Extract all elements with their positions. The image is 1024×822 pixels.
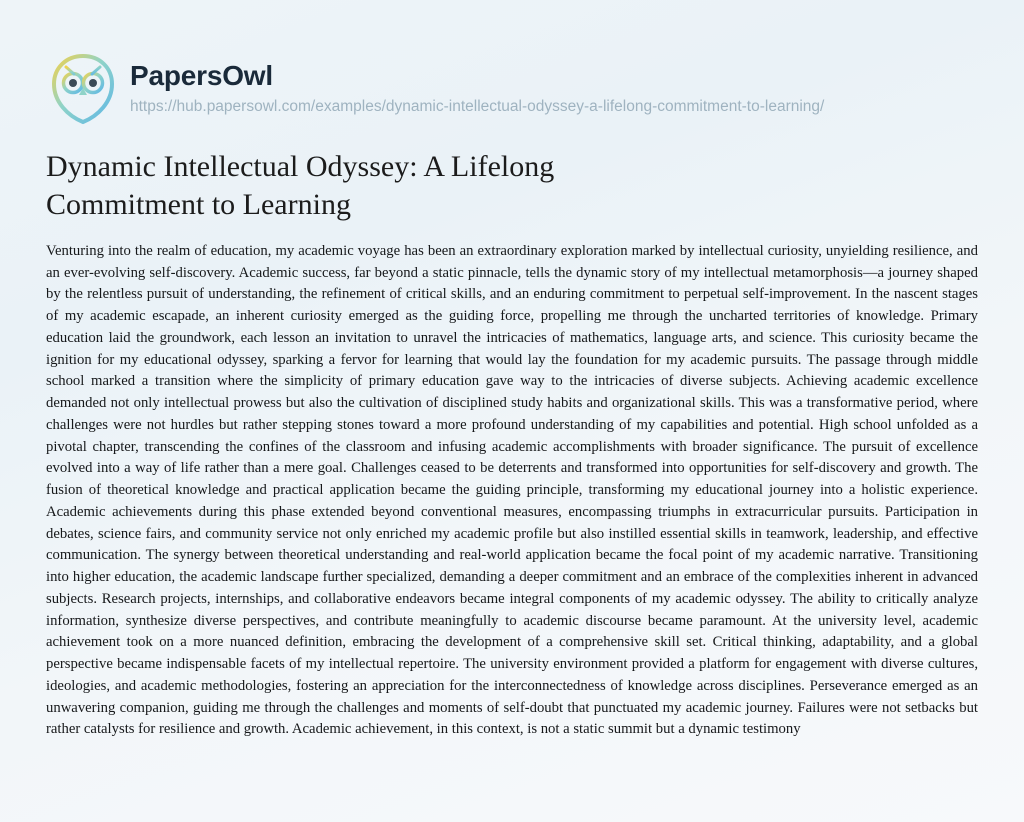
- source-url[interactable]: https://hub.papersowl.com/examples/dynamic-intellectual-odyssey-a-lifelong-commitment-to-learning/: [130, 98, 825, 115]
- article-body-text: Venturing into the realm of education, my academic voyage has been an extraordinary exploration marked by intellectual curiosity, unyielding resilience, and an ever-evolving self-discovery. Academic success, far beyond a static pinnacle, tells the dynamic story of my intellectual metamorphosis—a journey shaped by the relentless pursuit of understanding, the refinement of critical skills, and an enduring commitment to perpetual self-improvement. In the nascent stages of my academic escapade, an inherent curiosity emerged as the guiding force, propelling me through the uncharted territories of knowledge. Primary education laid the groundwork, each lesson an invitation to unravel the intricacies of mathematics, language arts, and science. This curiosity became the ignition for my educational odyssey, sparking a fervor for learning that would lay the foundation for my academic pursuits. The passage through middle school marked a transition where the simplicity of primary education gave way to the intricacies of diverse subjects. Achieving academic excellence demanded not only intellectual prowess but also the cultivation of disciplined study habits and organizational skills. This was a transformative period, where challenges were not hurdles but rather stepping stones toward a more profound understanding of my capabilities and potential. High school unfolded as a pivotal chapter, transcending the confines of the classroom and infusing academic accomplishments with broader significance. The pursuit of excellence evolved into a way of life rather than a mere goal. Challenges ceased to be deterrents and transformed into opportunities for self-discovery and growth. The fusion of theoretical knowledge and practical application became the guiding principle, transforming my educational journey into a holistic experience. Academic achievements during this phase extended beyond conventional measures, encompassing triumphs in extracurricular pursuits. Participation in debates, science fairs, and community service not only enriched my academic profile but also instilled essential skills in teamwork, leadership, and effective communication. The synergy between theoretical understanding and real-world application became the focal point of my academic narrative. Transitioning into higher education, the academic landscape further specialized, demanding a deeper commitment and an embrace of the complexities inherent in advanced subjects. Research projects, internships, and collaborative endeavors became integral components of my academic odyssey. The ability to critically analyze information, synthesize diverse perspectives, and contribute meaningfully to academic discourse became paramount. At the university level, academic achievement took on a more nuanced definition, embracing the development of a comprehensive skill set. Critical thinking, adaptability, and a global perspective became indispensable facets of my intellectual repertoire. The university environment provided a platform for engagement with diverse cultures, ideologies, and academic methodologies, fostering an appreciation for the interconnectedness of knowledge across disciplines. Perseverance emerged as an unwavering companion, guiding me through the challenges and moments of self-doubt that punctuated my academic journey. Failures were not setbacks but rather catalysts for resilience and growth. Academic achievement, in this context, is not a static summit but a dynamic testimony: [46, 242, 978, 738]
- site-header: [0, 0, 1024, 126]
- page-title: Dynamic Intellectual Odyssey: A Lifelong Commitment to Learning: [46, 150, 555, 222]
- brand-block: [130, 48, 824, 118]
- brand-name: PapersOwl: [130, 60, 273, 91]
- owl-logo-icon: [46, 52, 120, 126]
- article-container: [0, 126, 1024, 741]
